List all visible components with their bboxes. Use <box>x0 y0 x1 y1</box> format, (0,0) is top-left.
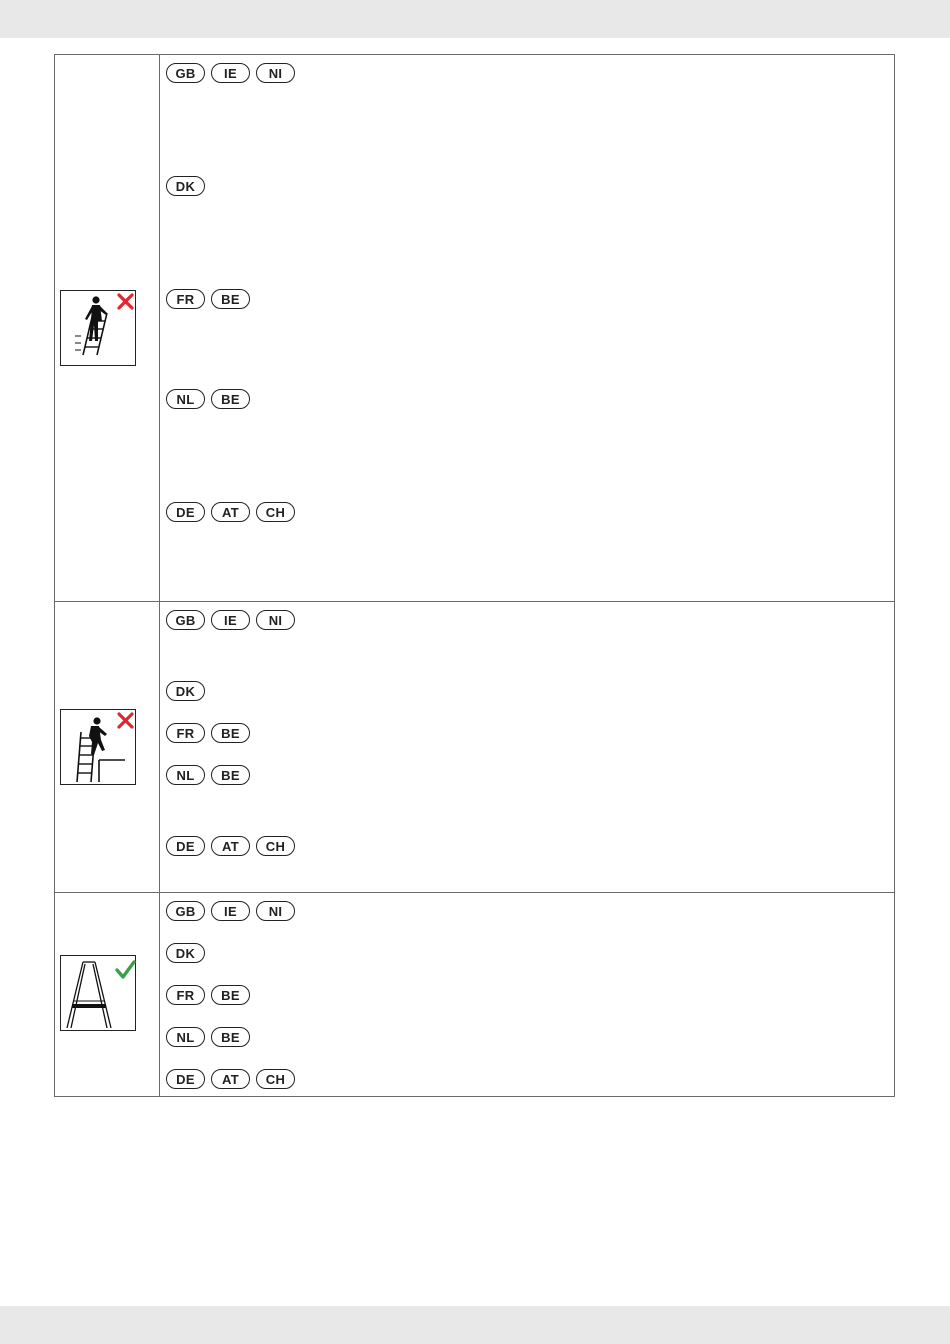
country-badge: IE <box>211 610 250 630</box>
country-badge: DE <box>166 836 205 856</box>
ladder-spreader-locked-icon <box>60 955 136 1031</box>
country-badge: DK <box>166 681 205 701</box>
country-badge: NI <box>256 901 295 921</box>
icon-cell <box>55 55 160 601</box>
country-code-group <box>166 1027 250 1047</box>
country-code-group <box>166 1069 295 1089</box>
country-code-group <box>166 836 295 856</box>
country-badge: BE <box>211 723 250 743</box>
table-row <box>55 892 894 1096</box>
country-code-group <box>166 176 205 196</box>
country-code-group <box>166 63 295 83</box>
country-badge: NL <box>166 765 205 785</box>
person-leaning-off-ladder-warning-icon <box>60 290 136 366</box>
country-code-group <box>166 502 295 522</box>
country-code-group <box>166 389 250 409</box>
country-code-group <box>166 901 295 921</box>
country-badge: GB <box>166 63 205 83</box>
country-badge: BE <box>211 765 250 785</box>
country-badge: BE <box>211 1027 250 1047</box>
country-code-group <box>166 943 205 963</box>
country-badge: DE <box>166 502 205 522</box>
country-badge: CH <box>256 836 295 856</box>
country-badge: DK <box>166 943 205 963</box>
country-badge: AT <box>211 502 250 522</box>
page-header-band <box>0 0 950 38</box>
country-badge: CH <box>256 1069 295 1089</box>
table-row <box>55 601 894 892</box>
country-badge: FR <box>166 723 205 743</box>
icon-cell <box>55 602 160 892</box>
person-stepping-off-ladder-to-platform-icon <box>60 709 136 785</box>
country-badge: IE <box>211 63 250 83</box>
country-badge: NL <box>166 1027 205 1047</box>
country-badge: DE <box>166 1069 205 1089</box>
country-badge: CH <box>256 502 295 522</box>
country-code-group <box>166 765 250 785</box>
country-badge: BE <box>211 985 250 1005</box>
country-badge: FR <box>166 985 205 1005</box>
country-badge: BE <box>211 289 250 309</box>
country-badge: NL <box>166 389 205 409</box>
country-badge: GB <box>166 901 205 921</box>
country-code-group <box>166 723 250 743</box>
country-badge: FR <box>166 289 205 309</box>
table-row <box>55 55 894 601</box>
country-badge: GB <box>166 610 205 630</box>
country-code-group <box>166 289 250 309</box>
country-badge: BE <box>211 389 250 409</box>
country-code-group <box>166 681 205 701</box>
icon-cell <box>55 893 160 1096</box>
country-badge: NI <box>256 63 295 83</box>
country-badge: DK <box>166 176 205 196</box>
country-badge: NI <box>256 610 295 630</box>
page-footer-band <box>0 1306 950 1344</box>
country-code-group <box>166 610 295 630</box>
country-badge: AT <box>211 1069 250 1089</box>
country-badge: IE <box>211 901 250 921</box>
country-badge: AT <box>211 836 250 856</box>
safety-instructions-table <box>54 54 895 1097</box>
country-code-group <box>166 985 250 1005</box>
